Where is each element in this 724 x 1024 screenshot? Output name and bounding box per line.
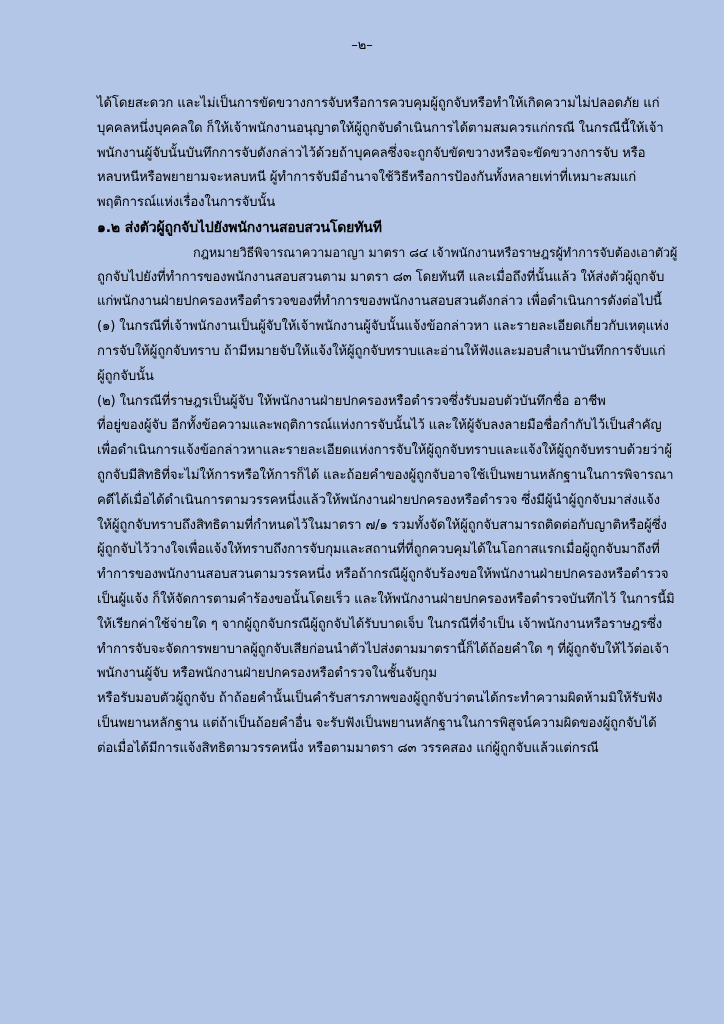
- text-line: การจับให้ผู้ถูกจับทราบ ถ้ามีหมายจับให้แจ้งให้ผู้ถูกจับทราบและอ่านให้ฟังและมอบสำเนาบันทึกการจับแก่: [97, 343, 666, 359]
- text-line: ถูกจับไปยังที่ทำการของพนักงานสอบสวนตาม มาตรา ๘๓ โดยทันที และเมื่อถึงที่นั้นแล้ว ให้ส่งตัวผู้ถูกจับ: [97, 269, 665, 285]
- text-line: หรือรับมอบตัวผู้ถูกจับ ถ้าถ้อยคำนั้นเป็นคำรับสารภาพของผู้ถูกจับว่าตนได้กระทำความผิดห้ามมิให้รับฟัง: [97, 691, 663, 707]
- text-line: ให้เรียกค่าใช้จ่ายใด ๆ จากผู้ถูกจับกรณีผู้ถูกจับได้รับบาดเจ็บ ในกรณีที่จำเป็น เจ้าพนักงานหรือราษฎรซึ่ง: [97, 616, 662, 632]
- text-line: พฤติการณ์แห่งเรื่องในการจับนั้น: [97, 195, 276, 211]
- text-line: เพื่อดำเนินการแจ้งข้อกล่าวหาและรายละเอียดแห่งการจับให้ผู้ถูกจับทราบและแจ้งให้ผู้ถูกจับทราบด้วยว่าผู้: [97, 443, 672, 459]
- text-line: แก่พนักงานฝ่ายปกครองหรือตำรวจของที่ทำการของพนักงานสอบสวนดังกล่าว เพื่อดำเนินการดังต่อไปนี้: [97, 294, 662, 310]
- text-line: ได้โดยสะดวก และไม่เป็นการขัดขวางการจับหรือการควบคุมผู้ถูกจับหรือทำให้เกิดความไม่ปลอดภัย แก่: [97, 96, 660, 111]
- text-line: ผู้ถูกจับนั้น: [97, 368, 154, 384]
- text-line: ผู้ถูกจับไว้วางใจเพื่อแจ้งให้ทราบถึงการจับกุมและสถานที่ที่ถูกควบคุมได้ในโอกาสแรกเมื่อผู้ถูกจับมาถึงที่: [97, 542, 660, 558]
- text-line: พนักงานผู้จับนั้นบันทึกการจับดังกล่าวไว้ด้วยถ้าบุคคลซึ่งจะถูกจับขัดขวางหรือจะขัดขวางการจับ หรือ: [97, 145, 646, 161]
- text-line: (๑) ในกรณีที่เจ้าพนักงานเป็นผู้จับให้เจ้าพนักงานผู้จับนั้นแจ้งข้อกล่าวหา และรายละเอียดเกี่ยวกับเหตุแห่ง: [97, 319, 669, 335]
- text-line: ทำการจับจะจัดการพยาบาลผู้ถูกจับเสียก่อนนำตัวไปส่งตามมาตรานี้ก็ได้ถ้อยคำใด ๆ ที่ผู้ถูกจับให้ไว้ต่อเจ้า: [97, 641, 669, 657]
- text-line: (๒) ในกรณีที่ราษฎรเป็นผู้จับ ให้พนักงานฝ่ายปกครองหรือตำรวจซึ่งรับมอบตัวบันทึกชื่อ อาชีพ: [97, 393, 606, 409]
- text-line: คดีได้เมื่อได้ดำเนินการตามวรรคหนึ่งแล้วให้พนักงานฝ่ายปกครองหรือตำรวจ ซึ่งมีผู้นำผู้ถูกจับมาส่งแจ้ง: [97, 492, 660, 508]
- text-line: ต่อเมื่อได้มีการแจ้งสิทธิตามวรรคหนึ่ง หรือตามมาตรา ๘๓ วรรคสอง แก่ผู้ถูกจับแล้วแต่กรณี: [97, 740, 599, 756]
- text-line: ถูกจับมีสิทธิที่จะไม่ให้การหรือให้การก็ได้ และถ้อยคำของผู้ถูกจับอาจใช้เป็นพยานหลักฐานในการพิจารณา: [97, 467, 674, 483]
- text-line: พนักงานผู้จับ หรือพนักงานฝ่ายปกครองหรือตำรวจในชั้นจับกุม: [97, 666, 437, 682]
- text-line: ทำการของพนักงานสอบสวนตามวรรคหนึ่ง หรือถ้ากรณีผู้ถูกจับร้องขอให้พนักงานฝ่ายปกครองหรือตำรวจ: [97, 567, 669, 583]
- body-text: [97, 92, 682, 762]
- text-line: เป็นพยานหลักฐาน แต่ถ้าเป็นถ้อยคำอื่น จะรับฟังเป็นพยานหลักฐานในการพิสูจน์ความผิดของผู้ถูกจับได้: [97, 715, 657, 731]
- text-line: ให้ผู้ถูกจับทราบถึงสิทธิตามที่กำหนดไว้ในมาตรา ๗/๑ รวมทั้งจัดให้ผู้ถูกจับสามารถติดต่อกับญาติหรือผู้ซึ่ง: [97, 517, 667, 533]
- text-line: ที่อยู่ของผู้จับ อีกทั้งข้อความและพฤติการณ์แห่งการจับนั้นไว้ และให้ผู้จับลงลายมือชื่อกำกับไว้เป็นสำคัญ: [97, 418, 662, 434]
- page-number: –๒–: [351, 38, 373, 53]
- text-line: กฎหมายวิธีพิจารณาความอาญา มาตรา ๘๔ เจ้าพนักงานหรือราษฎรผู้ทำการจับต้องเอาตัวผู้: [193, 244, 678, 260]
- text-line: เป็นผู้แจ้ง ก็ให้จัดการตามคำร้องขอนั้นโดยเร็ว และให้พนักงานฝ่ายปกครองหรือตำรวจบันทึกไว้ ในการนี้มิ: [97, 591, 675, 607]
- section-heading: ๑.๒ ส่งตัวผู้ถูกจับไปยังพนักงานสอบสวนโดยทันที: [97, 219, 382, 236]
- text-line: หลบหนีหรือพยายามจะหลบหนี ผู้ทำการจับมีอำนาจใช้วิธีหรือการป้องกันทั้งหลายเท่าที่เหมาะสมแก่: [97, 170, 637, 186]
- text-line: บุคคลหนึ่งบุคคลใด ก็ให้เจ้าพนักงานอนุญาตให้ผู้ถูกจับดำเนินการได้ตามสมควรแก่กรณี ในกรณีนี้ให้เจ้า: [97, 120, 664, 136]
